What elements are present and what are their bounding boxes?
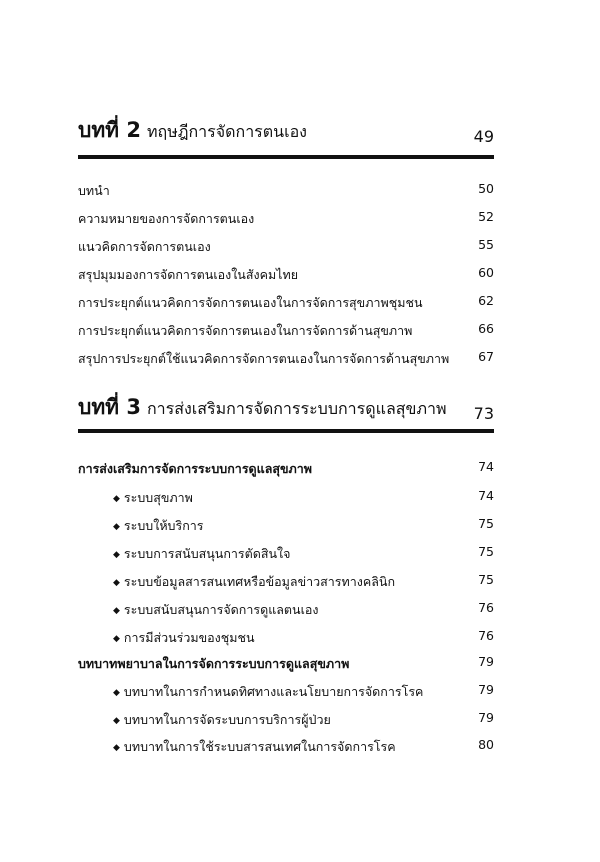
toc-subentry[interactable] <box>78 737 494 759</box>
diamond-bullet-icon: ◆ <box>113 522 120 532</box>
toc-entry-page: 66 <box>478 321 494 336</box>
toc-entry-title: สรุปการประยุกต์ใช้แนวคิดการจัดการตนเองในการจัดการด้านสุขภาพ <box>78 351 450 366</box>
toc-subentry-page: 75 <box>478 572 494 587</box>
toc-entry-title: บทนำ <box>78 183 110 198</box>
chapter-2-label: บทที่ 2 <box>78 118 141 142</box>
toc-section-title: การส่งเสริมการจัดการระบบการดูแลสุขภาพ <box>78 461 313 476</box>
toc-entry-title: การประยุกต์แนวคิดการจัดการตนเองในการจัดการด้านสุขภาพ <box>78 323 413 338</box>
toc-entry-page: 50 <box>478 181 494 196</box>
toc-subentry[interactable] <box>78 628 494 650</box>
diamond-bullet-icon: ◆ <box>113 578 120 588</box>
toc-entry[interactable] <box>78 321 494 343</box>
toc-entry-page: 52 <box>478 209 494 224</box>
toc-entry-page: 67 <box>478 349 494 364</box>
chapter-3-page: 73 <box>473 404 494 423</box>
chapter-2-rule <box>78 155 494 159</box>
toc-subentry[interactable] <box>78 600 494 622</box>
toc-subentry[interactable] <box>78 488 494 510</box>
toc-subentry-page: 75 <box>478 516 494 531</box>
chapter-3-heading[interactable] <box>78 396 494 426</box>
chapter-2-title: ทฤษฎีการจัดการตนเอง <box>146 122 307 141</box>
toc-entry-title: ความหมายของการจัดการตนเอง <box>78 211 255 226</box>
toc-subentry-page: 76 <box>478 600 494 615</box>
chapter-3-rule <box>78 429 494 433</box>
toc-subentry[interactable] <box>78 572 494 594</box>
diamond-bullet-icon: ◆ <box>113 716 120 726</box>
diamond-bullet-icon: ◆ <box>113 743 120 753</box>
toc-section-title: บทบาทพยาบาลในการจัดการระบบการดูแลสุขภาพ <box>78 656 350 671</box>
toc-subentry-page: 74 <box>478 488 494 503</box>
toc-entry-page: 60 <box>478 265 494 280</box>
toc-subentry[interactable] <box>78 682 494 704</box>
toc-entry-title: แนวคิดการจัดการตนเอง <box>78 239 211 254</box>
toc-subentry-title: การมีส่วนร่วมของชุมชน <box>123 630 255 645</box>
toc-entry-title: สรุปมุมมองการจัดการตนเองในสังคมไทย <box>78 267 299 282</box>
toc-subentry-page: 76 <box>478 628 494 643</box>
chapter-2-block <box>78 118 494 366</box>
toc-entry[interactable] <box>78 181 494 203</box>
diamond-bullet-icon: ◆ <box>113 550 120 560</box>
toc-entry[interactable] <box>78 349 494 371</box>
chapter-3-block <box>78 395 494 754</box>
toc-entry-title: การประยุกต์แนวคิดการจัดการตนเองในการจัดการสุขภาพชุมชน <box>78 295 423 310</box>
toc-subentry[interactable] <box>78 516 494 538</box>
toc-entry[interactable] <box>78 237 494 259</box>
toc-subentry-page: 79 <box>478 710 494 725</box>
toc-entry[interactable] <box>78 265 494 287</box>
diamond-bullet-icon: ◆ <box>113 606 120 616</box>
toc-section-page: 79 <box>478 654 494 669</box>
toc-subentry-title: ระบบการสนับสนุนการตัดสินใจ <box>123 546 291 561</box>
toc-subentry[interactable] <box>78 544 494 566</box>
toc-subentry-page: 75 <box>478 544 494 559</box>
toc-entry[interactable] <box>78 293 494 315</box>
chapter-2-heading[interactable] <box>78 119 494 149</box>
toc-subentry-title: ระบบให้บริการ <box>123 518 204 533</box>
diamond-bullet-icon: ◆ <box>113 688 120 698</box>
toc-subentry-title: ระบบสุขภาพ <box>123 490 193 505</box>
toc-subentry-title: บทบาทในการกำหนดทิศทางและนโยบายการจัดการโรค <box>123 684 424 699</box>
toc-subentry-title: ระบบข้อมูลสารสนเทศหรือข้อมูลข่าวสารทางคลินิก <box>123 574 396 589</box>
toc-entry[interactable] <box>78 209 494 231</box>
toc-entry-page: 55 <box>478 237 494 252</box>
toc-section[interactable] <box>78 654 494 676</box>
toc-subentry-page: 79 <box>478 682 494 697</box>
toc-subentry-title: ระบบสนับสนุนการจัดการดูแลตนเอง <box>123 602 319 617</box>
toc-subentry-title: บทบาทในการใช้ระบบสารสนเทศในการจัดการโรค <box>123 739 396 754</box>
toc-section[interactable] <box>78 459 494 481</box>
toc-subentry-page: 80 <box>478 737 494 752</box>
chapter-3-label: บทที่ 3 <box>78 395 141 419</box>
toc-subentry[interactable] <box>78 710 494 732</box>
chapter-3-title: การส่งเสริมการจัดการระบบการดูแลสุขภาพ <box>146 399 447 418</box>
chapter-2-page: 49 <box>473 127 494 146</box>
diamond-bullet-icon: ◆ <box>113 494 120 504</box>
toc-subentry-title: บทบาทในการจัดระบบการบริการผู้ป่วย <box>123 712 331 727</box>
diamond-bullet-icon: ◆ <box>113 634 120 644</box>
toc-section-page: 74 <box>478 459 494 474</box>
toc-entry-page: 62 <box>478 293 494 308</box>
